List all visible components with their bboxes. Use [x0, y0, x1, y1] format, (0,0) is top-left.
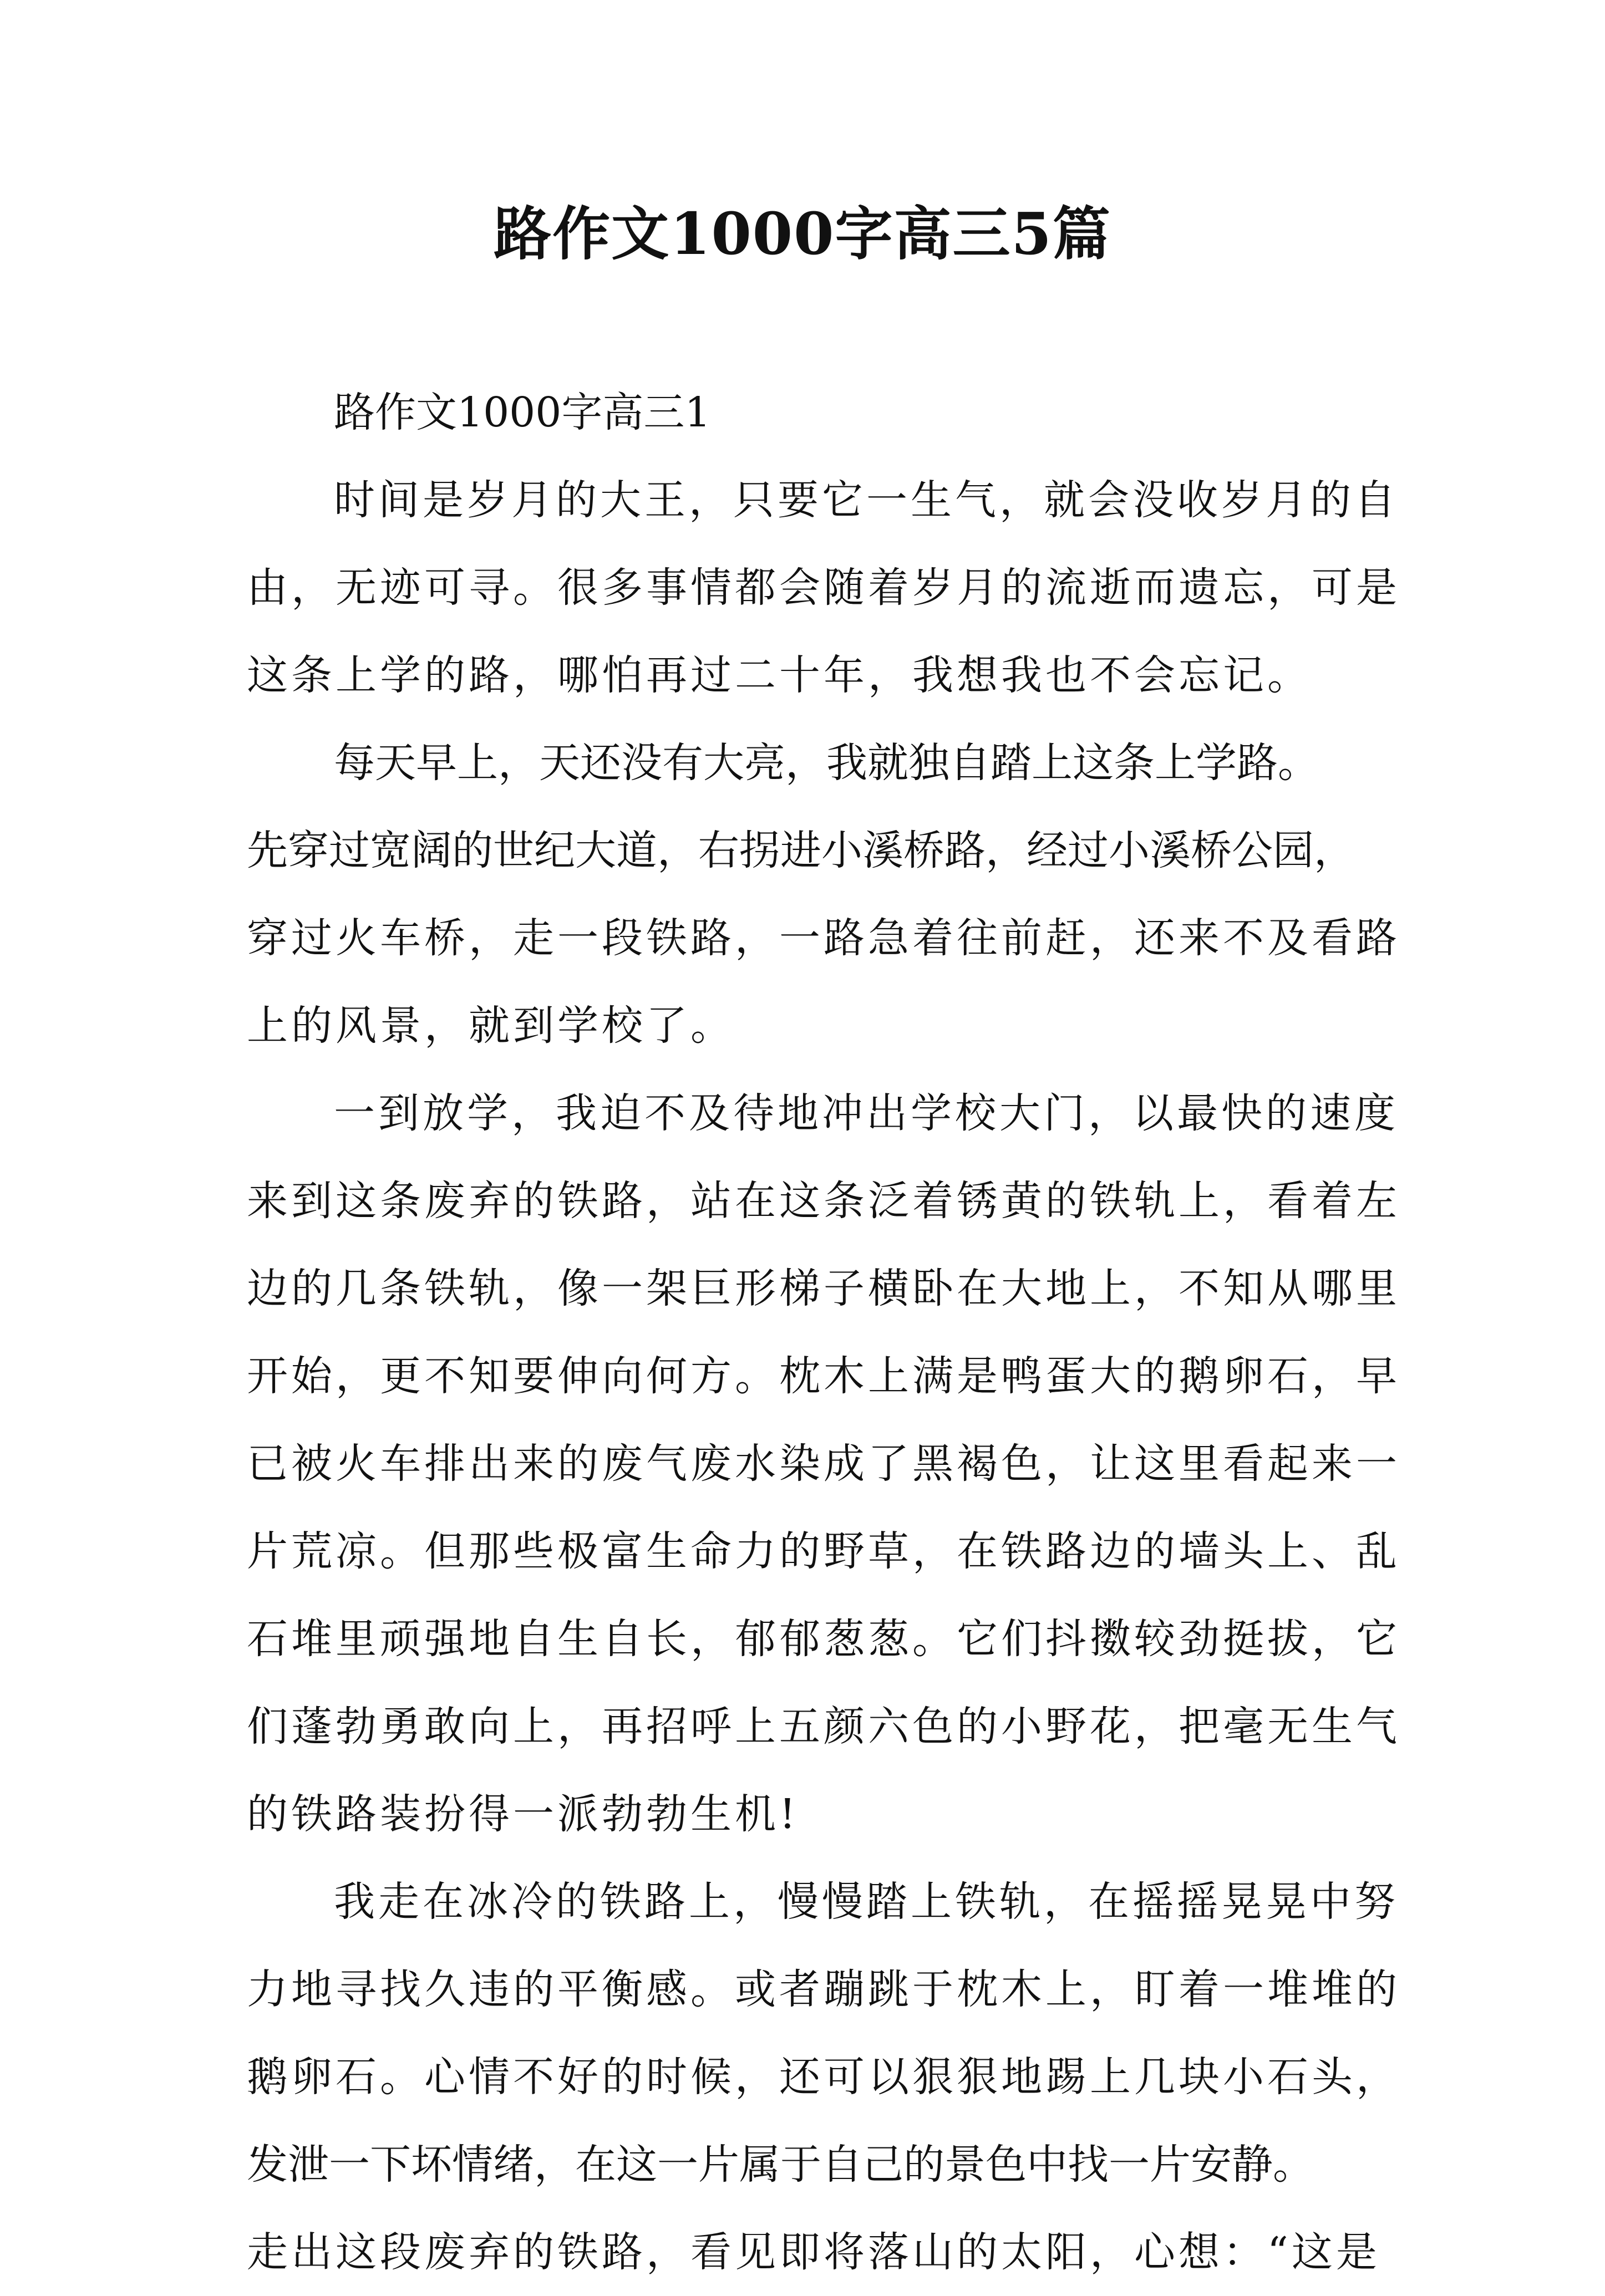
paragraph-line: 时间是岁月的大王，只要它一生气，就会没收岁月的自 — [334, 476, 1399, 524]
paragraph-line: 来到这条废弃的铁路，站在这条泛着锈黄的铁轨上，看着左 — [247, 1177, 1400, 1225]
document-title: 路作文1000字高三5篇 — [494, 200, 1111, 268]
paragraph-line: 石堆里顽强地自生自长，郁郁葱葱。它们抖擞较劲挺拔，它 — [247, 1615, 1400, 1663]
paragraph-line: 先穿过宽阔的世纪大道，右拐进小溪桥路，经过小溪桥公园， — [247, 827, 1355, 874]
paragraph-line: 们蓬勃勇敢向上，再招呼上五颜六色的小野花，把毫无生气 — [247, 1703, 1400, 1750]
paragraph-line: 发泄一下坏情绪，在这一片属于自己的景色中找一片安静。 — [247, 2141, 1314, 2188]
paragraph-line: 我走在冰冷的铁路上，慢慢踏上铁轨，在摇摇晃晃中努 — [334, 1878, 1399, 1926]
paragraph-line: 开始，更不知要伸向何方。枕木上满是鸭蛋大的鹅卵石，早 — [247, 1352, 1400, 1400]
paragraph-4 — [247, 1858, 1400, 2296]
section-heading: 路作文1000字高三1 — [334, 389, 711, 436]
paragraph-line: 的铁路装扮得一派勃勃生机! — [247, 1790, 799, 1838]
paragraph-line: 力地寻找久违的平衡感。或者蹦跳于枕木上，盯着一堆堆的 — [247, 1966, 1400, 2013]
paragraph-line: 由，无迹可寻。很多事情都会随着岁月的流逝而遗忘，可是 — [247, 564, 1400, 612]
paragraph-2 — [247, 719, 1400, 1070]
paragraph-line: 已被火车排出来的废气废水染成了黑褐色，让这里看起来一 — [247, 1440, 1400, 1488]
document-body — [247, 369, 1400, 2296]
paragraph-line: 上的风景，就到学校了。 — [247, 1002, 735, 1050]
paragraph-line: 片荒凉。但那些极富生命力的野草，在铁路边的墙头上、乱 — [247, 1528, 1400, 1575]
paragraph-1 — [247, 456, 1400, 719]
paragraph-line: 穿过火车桥，走一段铁路，一路急着往前赶，还来不及看路 — [247, 914, 1400, 962]
paragraph-line: 这条上学的路，哪怕再过二十年，我想我也不会忘记。 — [247, 651, 1312, 699]
paragraph-line: 鹅卵石。心情不好的时候，还可以狠狠地踢上几块小石头， — [247, 2053, 1400, 2101]
paragraph-line: 每天早上，天还没有大亮，我就独自踏上这条上学路。 — [334, 739, 1319, 787]
paragraph-3 — [247, 1070, 1400, 1858]
paragraph-line: 走出这段废弃的铁路，看见即将落山的太阳，心想：“这是 — [247, 2228, 1380, 2276]
paragraph-line: 边的几条铁轨，像一架巨形梯子横卧在大地上，不知从哪里 — [247, 1265, 1400, 1312]
paragraph-line: 一到放学，我迫不及待地冲出学校大门，以最快的速度 — [334, 1090, 1399, 1137]
